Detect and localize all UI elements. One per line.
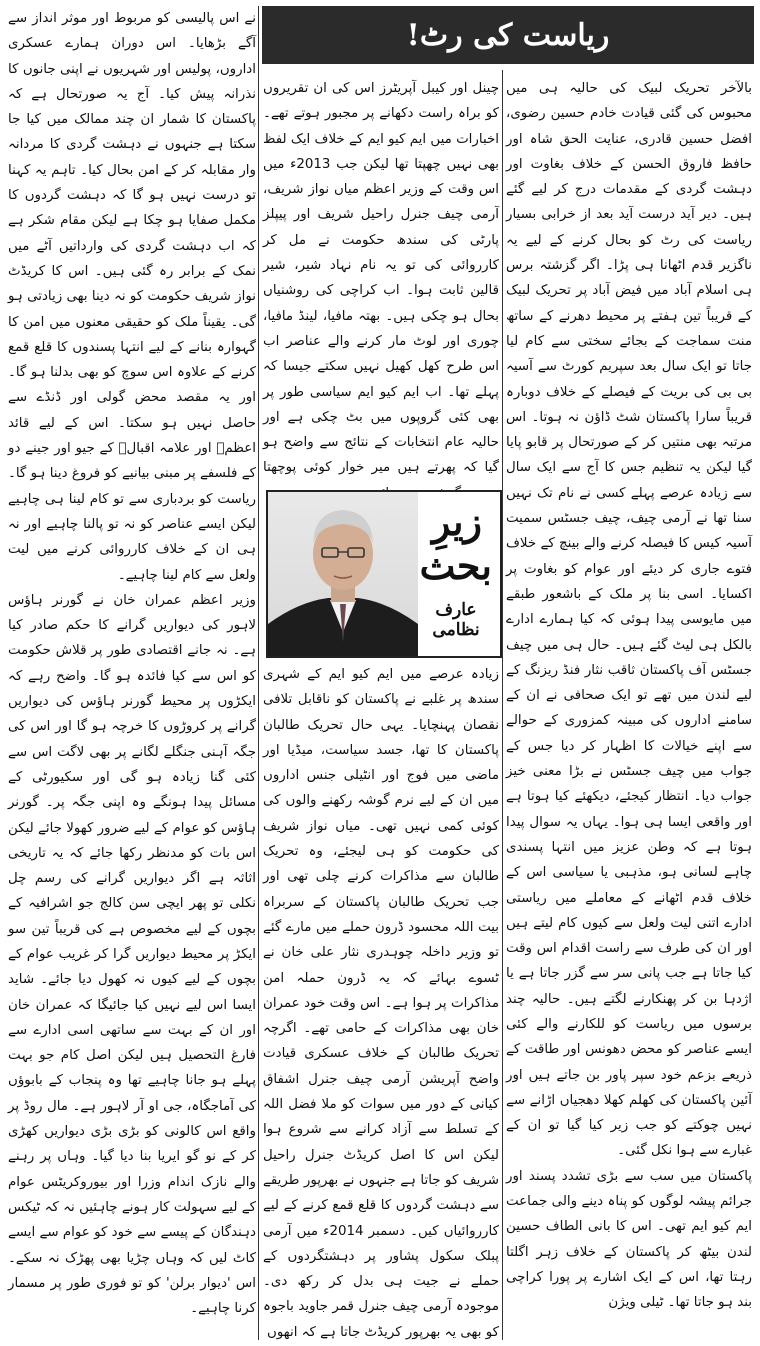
paragraph: چینل اور کیبل آپریٹرز اس کی ان تقریروں کو براہ راست دکھانے پر مجبور ہوتے تھے۔ اخبارات میں ایم کیو ایم کے خلاف ایک لفظ بھی نہیں چھپتا تھا لیکن جب 2013ء میں اس وقت کے وزیر اعظم میاں نواز شریف، آرمی چیف جنرل راحیل شریف اور پیپلز پارٹی کی سندھ حکومت نے مل کر کارروائی کی تو یہ نام نہاد شیر، شیر قالین ثابت ہوا۔ اب کراچی کی روشنیاں بحال ہو چکی ہیں۔ بھتہ مافیا، لینڈ مافیا، چوری اور لوٹ مار کرنے والے عناصر اب اس طرح کھل کھیل نہیں سکتے جیسا کہ پہلے تھا۔ اب ایم کیو ایم سیاسی طور پر بھی کئی گروپوں میں بٹ چکی ہے اور حالیہ عام انتخابات کے نتائج سے واضح ہو گیا کہ پھرتے ہیں میر خوار کوئی پوچھتا bbox=[263, 81, 499, 476]
paragraph: پاکستان میں سب سے بڑی تشدد پسند اور جرائم پیشہ لوگوں کو پناہ دینے والی جماعت ایم کیو ایم تھی۔ اس کا بانی الطاف حسین لندن بیٹھ کر پاکستان کے خلاف زہر اگلتا رہتا تھا، اس کے ایک اشارے پر پورا کراچی بند ہو جاتا تھا۔ ٹیلی ویژن bbox=[506, 1168, 752, 1311]
author-name: عارف نظامی bbox=[432, 600, 480, 640]
paragraph: بالآخر تحریک لبیک کی حالیہ ہی میں محبوس کی گئی قیادت خادم حسین رضوی، افضل حسین قادری، عنایت الحق شاہ اور حافظ فاروق الحسن کے خلاف بغاوت اور دہشت گردی کے مقدمات درج کر لیے گئے ہیں۔ دیر آید درست آید بعد از خرابی بسیار ریاست کی رٹ کو بحال کرنے کے لیے یہ ناگزیر قدم اٹھانا ہی پڑا۔ اگر گزشتہ برس ہی اسلام آباد میں فیض آباد پر تحریک لبیک کے قریباً تین ہفتے پر محیط دھرنے کے ساتھ منت سماجت کے بجائے سختی سے کام لیا جاتا تو ایک سال بعد سپریم کورٹ سے آسیہ بی بی کی بریت کے فیصلے کے خلاف دوبارہ قریباً سارا پاکستان شٹ ڈاؤن نہ ہوتا۔ اس مرتبہ بھی منتیں کر کے صورتحال پر قابو پایا گیا لیکن یہ تنظیم جس کا آج سے ایک سال سے زیادہ عرصے پہلے کسی نے نام تک نہیں سنا تھا نے آرمی چیف، چیف جسٹس سمیت آسیہ کیس کا فیصلہ کرنے والے بینچ کے خلاف فتوے جاری کر دیئے اور عوام کو بغاوت پر اکسایا۔ اسی بنا پر ملک کے باشعور طبقے میں مایوسی پیدا ہوئی کہ کیا ہمارے ادارے بالکل ہی لیٹ گئے ہیں۔ حال ہی میں چیف جسٹس آف پاکستان ثاقب نثار فنڈ ریزنگ کے لیے لندن میں تھے تو ایک صحافی نے ان کے سامنے اداروں کی مبینہ کمزوری کے حوالے سے اپنے خیالات کا اظہار کر دیا جس کے جواب میں چیف جسٹس نے بڑا معنی خیز جواب دیا۔ انتظار کیجئے، دیکھئے کیا ہوتا ہے اور واقعی ایسا ہی ہوا۔ یہاں یہ سوال پیدا ہوتا ہے کہ وطن عزیز میں انتہا پسندی چاہے لسانی ہو، مذہبی یا سیاسی اس کے خلاف قدم اٹھانے کے معاملے میں ریاستی ادارے اتنی لیت ولعل سے کیوں کام لیتے ہیں اور ان کی طرف سے راست اقدام اس وقت کیا جاتا ہے جب پانی سر سے گزر جاتا ہے یا اژدہا بن کر پھنکارنے لگتے ہیں۔ حالیہ چند برسوں میں ریاست کو للکارنے والے کئی ایسے عناصر کو محض دھونس اور طاقت کے ذریعے بزعم خود سپر پاور بن جاتے ہیں اور آئین پاکستان کی کھلم کھلا دھجیاں اڑانے سے نہیں چوکتے کو جب زیر کیا گیا تو ان کے غبارے سے ہوا نکل گئی۔ bbox=[506, 81, 752, 1159]
paragraph: نے اس پالیسی کو مربوط اور موثر انداز سے آگے بڑھایا۔ اس دوران ہمارے عسکری اداروں، پولیس اور شہریوں نے اپنی جانوں کا نذرانہ پیش کیا۔ آج یہ صورتحال ہے کہ پاکستان کا شمار ان چند ممالک میں کیا جا سکتا ہے جنہوں نے دہشت گردی کا مردانہ وار مقابلہ کر کے امن بحال کیا۔ تاہم یہ کہنا تو درست نہیں ہو گا کہ دہشت گردوں کا مکمل صفایا ہو چکا ہے لیکن مقام شکر ہے کہ اب دہشت گردی کی وارداتیں آٹے میں نمک کے برابر رہ گئی ہیں۔ اس کا کریڈٹ نواز شریف حکومت کو نہ دینا بھی زیادتی ہو گی۔ یقیناً ملک کو حقیقی معنوں میں امن کا گہوارہ بنانے کے لیے انتہا پسندوں کا قلع قمع کرنے کے علاوہ اس سوچ کو بھی بدلنا ہو گا۔ اور یہ مقصد محض گولی اور ڈنڈے سے حاصل نہیں ہو سکتا۔ اس کے لیے قائد اعظمؒ اور علامہ اقبالؒ کے جیو اور جینے دو کے فلسفے پر مبنی بیانیے کو فروغ دینا ہو گا۔ ریاست کو بردباری سے تو کام لینا ہی چاہیے لیکن ایسے عناصر کو نہ تو پالنا چاہیے اور نہ ہی ان کے خلاف کارروائی کرنے میں لیت ولعل سے کام لینا چاہیے۔ bbox=[8, 11, 256, 583]
column-divider bbox=[502, 70, 503, 1340]
paragraph: وزیر اعظم عمران خان نے گورنر ہاؤس لاہور کی دیواریں گرانے کا حکم صادر کیا ہے۔ نہ جانے اقتصادی طور پر قلاش حکومت کو اس سے کیا فائدہ ہو گا۔ واضح رہے کہ ایکڑوں پر محیط گورنر ہاؤس کی دیواریں گرانے پر کروڑوں کا خرچہ ہو گا اور اس کی جگہ آہنی جنگلے لگانے پر بھی لاگت اس سے کئی گنا زیادہ ہو گی اور سکیورٹی کے مسائل پیدا ہونگے وہ اپنی جگہ پر۔ گورنر ہاؤس کو عوام کے لیے ضرور کھولا جائے لیکن اس بات کو مدنظر رکھا جائے کہ یہ تاریخی اثاثہ ہے اگر دیواریں گرانے کی رسم چل نکلی تو پھر ایچی سن کالج جو اشرافیہ کے بچوں کے لیے مخصوص ہے کی قریباً تین سو ایکڑ پر محیط دیواریں گرا کر غریب عوام کے بچوں کے لیے کیوں نہ کھول دیا جائے۔ شاید ایسا اس لیے نہیں کیا جائیگا کہ عمران خان اور ان کے بہت سے ساتھی اسی ادارے سے فارغ التحصیل ہیں لیکن اصل کام جو بہت پہلے ہو جانا چاہیے تھا وہ پنجاب کے بابوؤں کی آماجگاہ، جی او آر لاہور ہے۔ مال روڈ پر واقع اس کالونی کو بڑی بڑی دیواریں کھڑی کر کے نو گو ایریا بنا دیا گیا۔ وہاں پر رہنے والے نازک اندام وزرا اور بیوروکریٹس عوام کے لیے سہولت کار ہونے چاہئیں نہ کہ ٹیکس دہندگان کے پیسے سے خود کو عوام سے ایسے کاٹ لیں کہ وہاں چڑیا بھی پھڑک نہ سکے۔ اس 'دیوار برلن' کو تو فوری طور پر مسمار کرنا چاہیے۔ bbox=[8, 592, 256, 1317]
article-column-right bbox=[506, 76, 752, 1338]
headline: ریاست کی رٹ! bbox=[406, 17, 610, 53]
paragraph: زیادہ عرصے میں ایم کیو ایم کے شہری سندھ پر غلبے نے پاکستان کو ناقابل تلافی نقصان پہنچایا۔ یہی حال تحریک طالبان پاکستان کا تھا، جسد سیاست، میڈیا اور ماضی میں فوج اور انٹیلی جنس اداروں میں ان کے لیے نرم گوشہ رکھنے والوں کی کوئی کمی نہیں تھی۔ میاں نواز شریف کی حکومت کو ہی لیجئے، وہ تحریک طالبان سے مذاکرات کرنے چلی تھی اور جب تحریک طالبان پاکستان کے سربراہ بیت اللہ محسود ڈرون حملے میں مارے گئے تو وزیر داخلہ چوہدری نثار علی خان نے ٹسوے بہائے کہ یہ ڈرون حملہ امن مذاکرات پر ہوا ہے۔ اس وقت خود عمران خان بھی مذاکرات کے حامی تھے۔ اگرچہ تحریک طالبان کے خلاف عسکری قیادت واضح آپریشن آرمی چیف جنرل اشفاق کیانی کے دور میں سوات کو ملا فضل اللہ کے تسلط سے آزاد کرانے سے شروع ہوا لیکن اس کا اصل کریڈٹ جنرل راحیل شریف کو جاتا ہے جنہوں نے بھرپور طریقے سے دہشت گردوں کا قلع قمع کرنے کے لیے کارروائیاں کیں۔ دسمبر 2014ء میں آرمی پبلک سکول پشاور پر دہشتگردوں کے حملے نے جیت ہی بدل کر رکھ دی۔ موجودہ آرمی چیف جنرل قمر جاوید باجوہ کو بھی یہ بھرپور کریڈٹ جاتا ہے کہ انھوں bbox=[263, 667, 499, 1340]
headline-banner bbox=[262, 6, 754, 64]
column-tag: زیرِ بحث bbox=[419, 499, 492, 588]
article-column-middle-top bbox=[263, 76, 499, 480]
article-column-middle-bottom bbox=[263, 662, 499, 1338]
author-photo bbox=[268, 492, 418, 656]
article-column-left bbox=[8, 6, 256, 1340]
column-divider bbox=[258, 6, 259, 1340]
byline-box bbox=[266, 490, 502, 658]
